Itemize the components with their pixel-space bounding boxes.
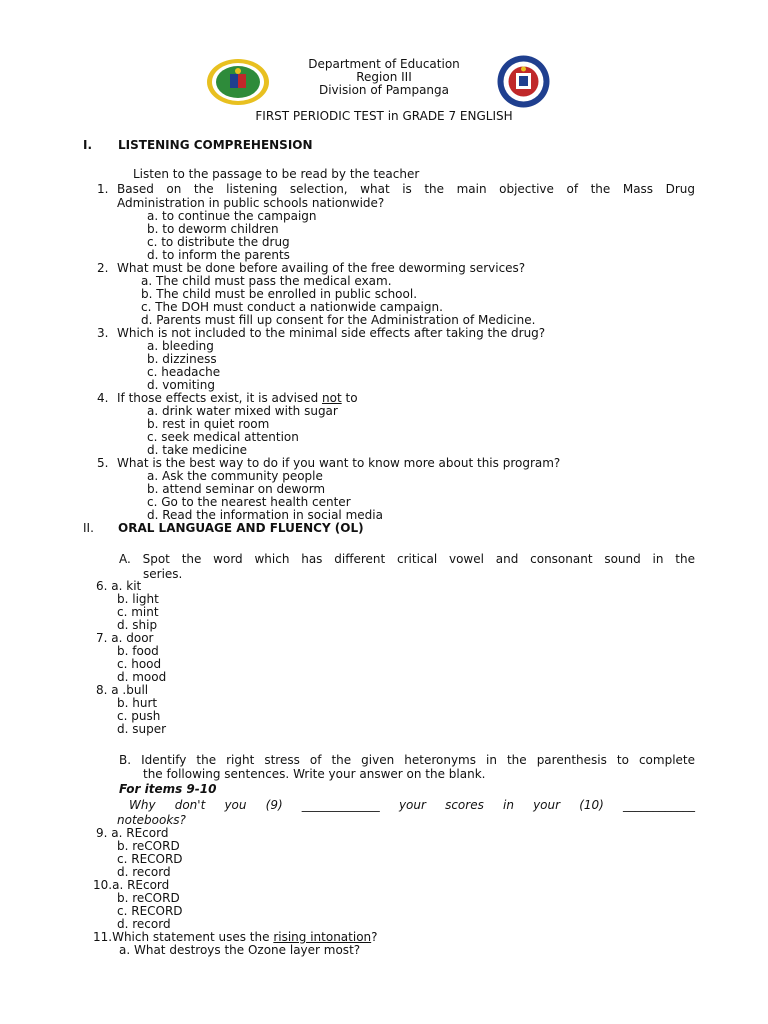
fill-in-sentence-line2: notebooks? <box>117 813 186 827</box>
partA-instruction-line1: A. Spot the word which has different critical vowel and consonant sound in the <box>119 552 695 566</box>
q5-question: What is the best way to do if you want to know more about this program? <box>117 456 561 470</box>
partB-instruction-line1: B. Identify the right stress of the given heteronyms in the parenthesis to complete <box>119 753 695 767</box>
q1-option-d: d. to inform the parents <box>147 248 290 262</box>
q9-option-d: d. record <box>117 865 171 879</box>
q2-question: What must be done before availing of the free deworming services? <box>117 261 526 275</box>
q11-question-tail: ? <box>371 930 378 944</box>
q1-number: 1. <box>97 182 109 196</box>
q5-number: 5. <box>97 456 109 470</box>
q7-option-b: b. food <box>117 644 159 658</box>
q10-option-b: b. reCORD <box>117 891 180 905</box>
q4-option-a: a. drink water mixed with sugar <box>147 404 338 418</box>
division-name: Division of Pampanga <box>318 83 450 97</box>
q5-option-a: a. Ask the community people <box>147 469 323 483</box>
q2-option-a: a. The child must pass the medical exam. <box>141 274 392 288</box>
q11-option-a: a. What destroys the Ozone layer most? <box>119 943 361 957</box>
section1-instruction: Listen to the passage to be read by the teacher <box>133 167 420 181</box>
q1-question-line1: Based on the listening selection, what is the main objective of the Mass Drug <box>117 182 695 196</box>
q8-option-a: 8. a .bull <box>96 683 149 697</box>
q11-underlined-phrase: rising intonation <box>273 930 372 944</box>
q5-option-c: c. Go to the nearest health center <box>147 495 351 509</box>
section2-heading: ORAL LANGUAGE AND FLUENCY (OL) <box>118 521 364 535</box>
q2-option-c: c. The DOH must conduct a nationwide campaign. <box>141 300 443 314</box>
q4-number: 4. <box>97 391 109 405</box>
section1-heading: LISTENING COMPREHENSION <box>118 138 313 152</box>
q3-option-c: c. headache <box>147 365 221 379</box>
q6-option-a: 6. a. kit <box>96 579 142 593</box>
q4-question-text: If those effects exist, it is advised <box>117 391 323 405</box>
q2-option-d: d. Parents must fill up consent for the Administration of Medicine. <box>141 313 536 327</box>
q3-option-d: d. vomiting <box>147 378 215 392</box>
q3-number: 3. <box>97 326 109 340</box>
q8-option-d: d. super <box>117 722 167 736</box>
q7-option-d: d. mood <box>117 670 167 684</box>
q7-option-c: c. hood <box>117 657 162 671</box>
fill-in-sentence-line1: Why don't you (9) _____________ your scores in your (10) ____________ <box>129 798 695 812</box>
for-items-label: For items 9-10 <box>119 782 217 796</box>
partB-instruction-line2: the following sentences. Write your answer on the blank. <box>143 767 486 781</box>
q4-question-tail: to <box>341 391 358 405</box>
q8-option-c: c. push <box>117 709 161 723</box>
q2-option-b: b. The child must be enrolled in public school. <box>141 287 418 301</box>
region-name: Region III <box>356 70 412 84</box>
q10-option-d: d. record <box>117 917 171 931</box>
q2-number: 2. <box>97 261 109 275</box>
q10-option-a: 10.a. REcord <box>93 878 170 892</box>
q6-option-c: c. mint <box>117 605 159 619</box>
q9-option-a: 9. a. REcord <box>96 826 169 840</box>
q9-option-c: c. RECORD <box>117 852 183 866</box>
q3-option-a: a. bleeding <box>147 339 214 353</box>
q5-option-d: d. Read the information in social media <box>147 508 383 522</box>
q1-question-line2: Administration in public schools nationwide? <box>117 196 385 210</box>
q8-option-b: b. hurt <box>117 696 158 710</box>
section1-numeral: I. <box>83 138 93 152</box>
dept-name: Department of Education <box>308 57 460 71</box>
q4-option-b: b. rest in quiet room <box>147 417 270 431</box>
q4-option-d: d. take medicine <box>147 443 247 457</box>
section2-numeral: II. <box>83 521 94 535</box>
q3-option-b: b. dizziness <box>147 352 217 366</box>
q11-question-text: 11.Which statement uses the <box>93 930 274 944</box>
q7-option-a: 7. a. door <box>96 631 154 645</box>
q10-option-c: c. RECORD <box>117 904 183 918</box>
q9-option-b: b. reCORD <box>117 839 180 853</box>
q3-question: Which is not included to the minimal side effects after taking the drug? <box>117 326 546 340</box>
q4-option-c: c. seek medical attention <box>147 430 299 444</box>
partA-instruction-line2: series. <box>143 567 183 581</box>
test-title: FIRST PERIODIC TEST in GRADE 7 ENGLISH <box>255 109 513 123</box>
q1-option-b: b. to deworm children <box>147 222 279 236</box>
q5-option-b: b. attend seminar on deworm <box>147 482 326 496</box>
q4-underlined-word: not <box>322 391 342 405</box>
q1-option-c: c. to distribute the drug <box>147 235 290 249</box>
q1-option-a: a. to continue the campaign <box>147 209 317 223</box>
q6-option-d: d. ship <box>117 618 158 632</box>
q6-option-b: b. light <box>117 592 159 606</box>
